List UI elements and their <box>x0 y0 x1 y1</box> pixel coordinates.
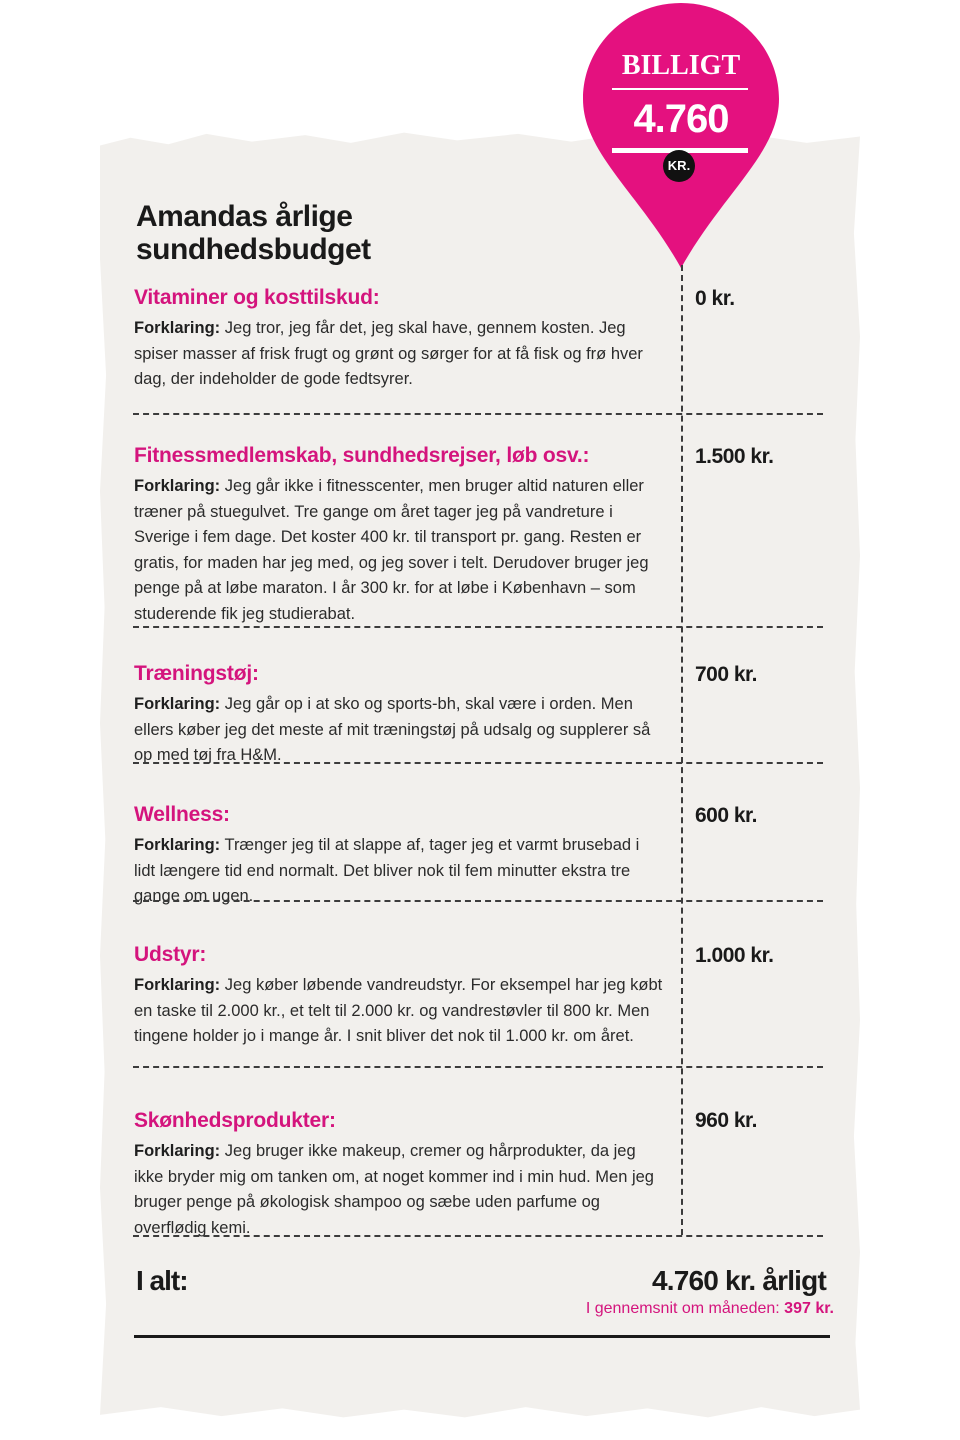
monthly-average <box>586 1300 834 1318</box>
row-divider <box>133 1235 823 1237</box>
item-text: Trænger jeg til at slappe af, tager jeg et varmt brusebad i lidt længere tid end normalt. Det bliver nok til fem minutter ekstra tre gange om ugen. <box>134 836 640 905</box>
item-category: Udstyr: <box>134 943 207 966</box>
item-description <box>134 973 664 1050</box>
item-amount: 700 kr. <box>695 663 757 686</box>
item-category: Vitaminer og kosttilskud: <box>134 286 380 309</box>
budget-item <box>134 286 664 393</box>
total-label: I alt: <box>136 1265 188 1296</box>
monthly-value: 397 kr. <box>784 1300 834 1317</box>
bottom-rule <box>134 1335 830 1338</box>
item-description <box>134 1139 664 1241</box>
item-category: Skønhedsprodukter: <box>134 1109 336 1132</box>
item-amount: 960 kr. <box>695 1109 757 1132</box>
item-description <box>134 833 664 910</box>
budget-item <box>134 1109 664 1241</box>
row-divider <box>133 900 823 902</box>
explanation-label: Forklaring: <box>134 1142 221 1160</box>
item-category: Fitnessmedlemskab, sundhedsrejser, løb osv.: <box>134 444 590 467</box>
column-divider <box>681 265 683 1235</box>
total-value: 4.760 kr. årligt <box>652 1265 826 1296</box>
item-amount: 0 kr. <box>695 287 735 310</box>
item-amount: 1.500 kr. <box>695 445 774 468</box>
explanation-label: Forklaring: <box>134 836 221 854</box>
item-description <box>134 316 664 393</box>
item-amount: 1.000 kr. <box>695 944 774 967</box>
item-description <box>134 692 664 769</box>
item-category: Wellness: <box>134 803 230 826</box>
monthly-label: I gennemsnit om måneden: <box>585 1300 780 1317</box>
row-divider <box>133 1066 823 1068</box>
budget-item <box>134 943 664 1050</box>
item-description <box>134 474 664 627</box>
row-divider <box>133 413 823 415</box>
badge-value: 4.760 <box>633 97 729 141</box>
badge-currency: KR. <box>663 150 695 182</box>
budget-item <box>134 444 664 627</box>
explanation-label: Forklaring: <box>134 695 221 713</box>
budget-item <box>134 803 664 910</box>
explanation-label: Forklaring: <box>134 477 221 495</box>
badge-label: BILLIGT <box>621 50 741 81</box>
explanation-label: Forklaring: <box>134 976 221 994</box>
item-text: Jeg køber løbende vandreudstyr. For eksempel har jeg købt en taske til 2.000 kr., et telt til 2.000 kr. og vandrestøvler til 800 kr. Men tingene holder jo i mange år. I snit bliver det nok til 1.000 kr. om året. <box>134 976 663 1045</box>
row-divider <box>133 762 823 764</box>
budget-item <box>134 662 664 769</box>
badge-divider <box>612 88 748 90</box>
price-badge <box>583 3 779 193</box>
item-amount: 600 kr. <box>695 804 757 827</box>
row-divider <box>133 626 823 628</box>
item-text: Jeg går ikke i fitnesscenter, men bruger altid naturen eller træner på stuegulvet. Tre gange om året tager jeg på vandreture i Sverige i fem dage. Det koster 400 kr. til transport pr. gang. Resten er gratis, for maden har jeg med, og jeg sover i telt. Derudover bruger jeg penge på at løbe maraton. I år 300 kr. for at løbe i København – som studerende fik jeg studierabat. <box>134 477 649 623</box>
explanation-label: Forklaring: <box>134 319 221 337</box>
item-text: Jeg bruger ikke makeup, cremer og hårprodukter, da jeg ikke bryder mig om tanken om, at noget kommer ind i min hud. Men jeg bruger penge på økologisk shampoo og sæbe uden parfume og overflødig kemi. <box>134 1142 654 1237</box>
page-title: Amandas årlige sundhedsbudget <box>136 200 371 266</box>
item-text: Jeg tror, jeg får det, jeg skal have, gennem kosten. Jeg spiser masser af frisk frugt og grønt og sørger for at få fisk og frø hver dag, der indeholder de gode fedtsyrer. <box>134 319 643 388</box>
item-category: Træningstøj: <box>134 662 259 685</box>
item-text: Jeg går op i at sko og sports-bh, skal være i orden. Men ellers køber jeg det meste af mit træningstøj på udsalg og supplerer så op med tøj fra H&M. <box>134 695 651 764</box>
